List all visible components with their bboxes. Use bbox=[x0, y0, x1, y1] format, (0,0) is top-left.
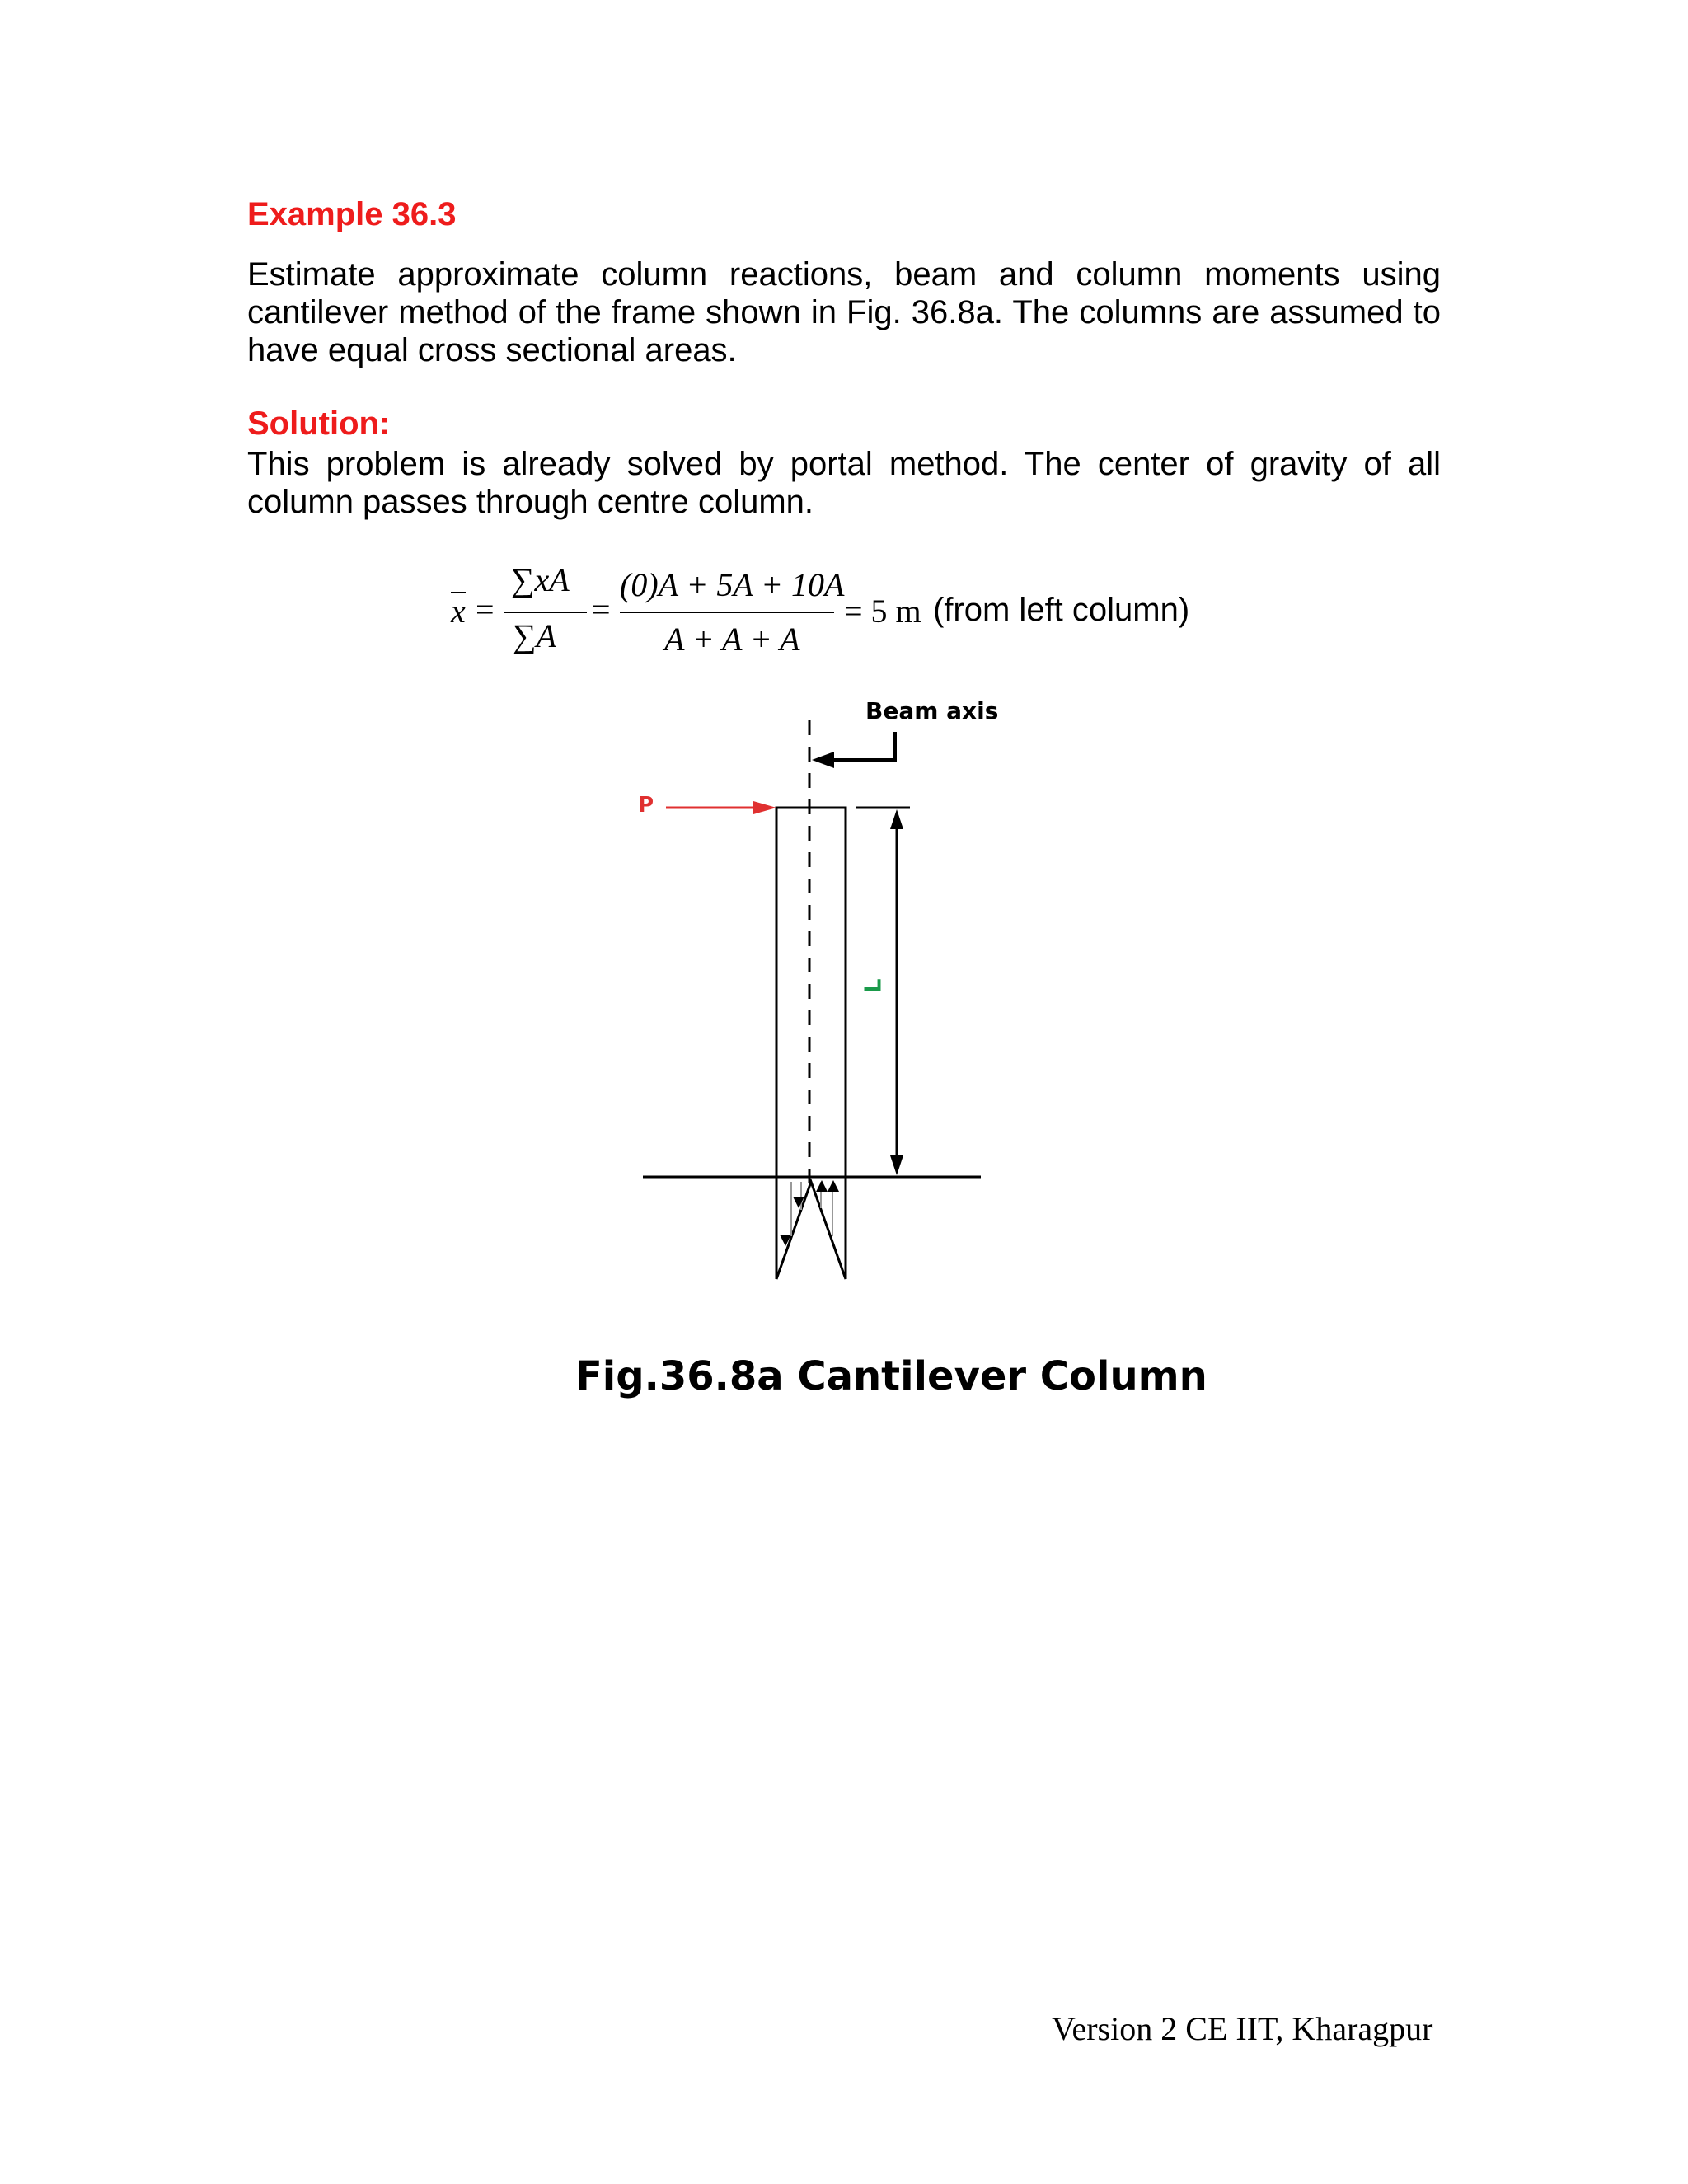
page-footer: Version 2 CE IIT, Kharagpur bbox=[1052, 2010, 1433, 2047]
example-heading: Example 36.3 bbox=[247, 196, 457, 232]
figure-caption: Fig.36.8a Cantilever Column bbox=[575, 1353, 1207, 1399]
fraction-1-denominator: ∑A bbox=[513, 617, 556, 654]
equation-lhs: x bbox=[451, 593, 466, 630]
stress-diagram bbox=[776, 1182, 846, 1279]
fraction-2-numerator: (0)A + 5A + 10A bbox=[620, 566, 845, 603]
solution-heading: Solution: bbox=[247, 405, 391, 442]
equation-note: (from left column) bbox=[933, 592, 1190, 628]
reaction-arrow-up-2 bbox=[828, 1180, 839, 1192]
problem-paragraph: Estimate approximate column reactions, beam and column moments using cantilever method of the frame shown in Fig. 36.8a. The columns are assumed to have equal cross sectional areas. bbox=[247, 256, 1441, 368]
beam-axis-arrowhead bbox=[812, 752, 834, 768]
reaction-arrow-up-1 bbox=[816, 1180, 828, 1192]
load-label: P bbox=[638, 793, 654, 818]
column-outline bbox=[776, 808, 846, 1177]
length-arrow-bottom bbox=[890, 1155, 903, 1175]
beam-axis-label: Beam axis bbox=[865, 697, 999, 724]
length-label: L bbox=[859, 978, 887, 994]
equation-equals-2: = bbox=[592, 591, 611, 628]
load-arrowhead bbox=[753, 801, 776, 814]
fraction-2-denominator: A + A + A bbox=[664, 621, 800, 658]
length-arrow-top bbox=[890, 809, 903, 829]
fraction-1-numerator: ∑xA bbox=[511, 561, 570, 598]
beam-axis-pointer bbox=[824, 732, 895, 760]
solution-paragraph: This problem is already solved by portal method. The center of gravity of all column passes through centre column. bbox=[247, 446, 1441, 520]
equation-equals-1: = bbox=[476, 591, 495, 628]
equation-result: = 5 m bbox=[844, 593, 921, 630]
